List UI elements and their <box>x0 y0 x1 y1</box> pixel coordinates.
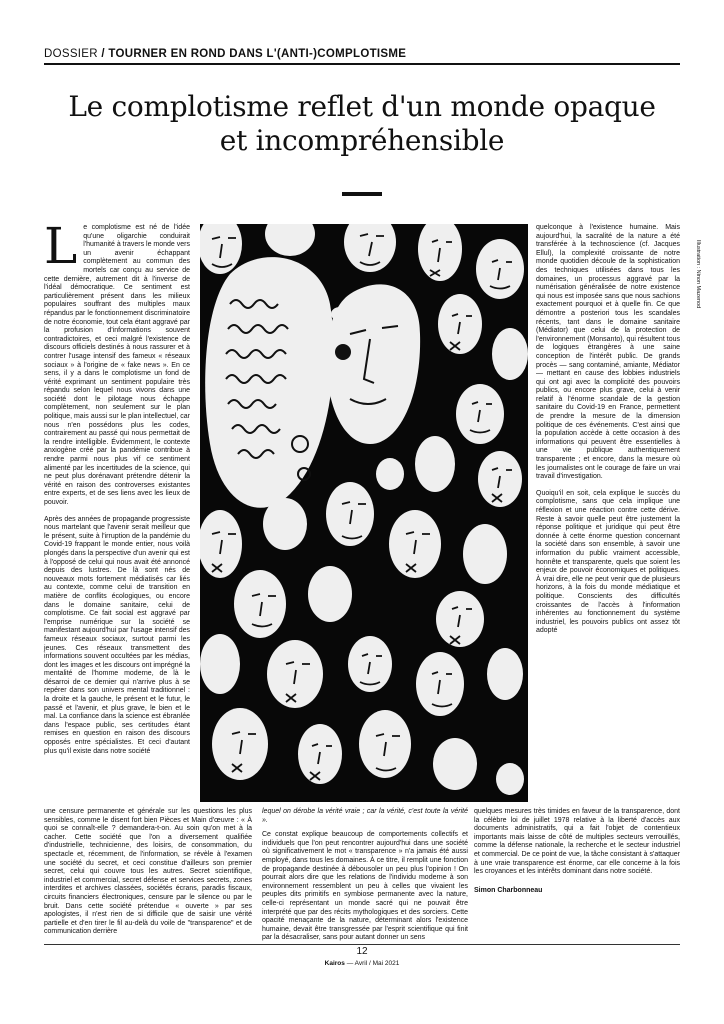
column-right <box>536 224 680 804</box>
title-dash <box>342 192 382 196</box>
col1-paragraph-2: Après des années de propagande progressiste nous martelant que l'avenir serait meilleur que le présent, suite à l'irruption de la pandémie du Covid-19 frappant le monde entier, nous voilà plongés dans la perspective d'un avenir qui est à l'opposé de celui qui nous avait été annoncé depuis des lustres. De là sont nés de nouveaux mots fortement médiatisés car liés au contexte, comme celui de transition en matière de conflits écologiques, ou encore dans le domaine sanitaire, celui de complotisme. Ce fait social est aggravé par l'emprise numérique sur la société se manifestant aujourd'hui par l'usage intensif des fameux réseaux sociaux, surtout parmi les jeunes. Ces réseaux transmettent des informations souvent occultées par les médias, dont les images et les discours ont imprégné la mentalité de l'homme moderne, de là le désarroi de ce dernier qui n'arrive plus à se repérer dans son univers mental traditionnel : la droite et la gauche, le présent et le futur, le passé et l'avenir, et plus grave, le bien et le mal. La confiance dans la science est ébranlée dans l'espace public, ses certitudes étant remises en question en raison des discours opposés entre spécialistes. Et ceci d'autant plus qu'il existe dans notre société <box>44 515 190 755</box>
faces-drawing <box>200 224 528 802</box>
magazine-name: Kairos <box>324 960 345 967</box>
illustration-credit: Illustration : Ninon Mazenod <box>695 240 701 309</box>
bottom-text-left <box>44 808 252 937</box>
b3-text: quelques mesures très timides en faveur de la transparence, dont la célèbre loi de juillet 1978 relative à la liberté d'accès aux documents administratifs, qui a fait l'objet de contentieux importants mais laisse de côté de multiples secteurs verrouillés, comme la défense nationale, la recherche et le secteur industriel et commercial. De ce point de vue, la tâche consistant à s'attaquer à une vraie transparence est énorme, car elle concerne à la fois les croyances et les intérêts dominant dans notre société. <box>474 808 681 876</box>
col3-paragraph-2: Quoiqu'il en soit, cela explique le succès du complotisme, sans que cela implique une réflexion et une réaction contre cette dérive. Reste à savoir quelle peut être justement la réponse politique et juridique qui peut être donnée à cette énorme question concernant la société dans son ensemble, à savoir une information du public vraiment accessible, honnête et transparente, quels que soient les enjeux de pouvoir économiques et politiques. À vrai dire, elle ne peut venir que de plusieurs horizons, à la fois du monde médiatique et politique. Conscients des difficultés croissantes de l'accès à l'information inhérentes au fonctionnement du système industriel, les pouvoirs publics ont assez tôt adopté <box>536 489 680 635</box>
header-rule <box>44 63 680 65</box>
dossier-header <box>44 48 680 64</box>
header-separator: / <box>97 48 109 60</box>
page-number: 12 <box>356 946 368 957</box>
section-label: DOSSIER <box>44 48 98 60</box>
b2-text: Ce constat explique beaucoup de comportements collectifs et individuels que l'on peut rencontrer aujourd'hui dans une société où significativement le mot « transparence » n'a jamais été aussi employé, dans tous les domaines. À ce titre, il remplit une fonction de propagande destinée à débousoler un peu plus l'opinion ! On pourrait alors dire que les relations de l'individu moderne à son environnement ressemblent un peu à celles que vivaient les peuples dits primitifs en symbiose permanente avec la nature, celle-ci représentant un monde sacré qui ne pouvait être interprété que par des récits mythologiques et des sorciers. Cette opacité menaçante de la nature, déterminant alors l'existence humaine, devait être transgressée par l'esprit scientifique qui finit par la désacraliser, sans pour autant donner un sens <box>262 831 468 942</box>
quote-end: lequel on dérobe la vérité vraie ; car la vérité, c'est toute la vérité ». <box>262 808 468 824</box>
issue-date: — Avril / Mai 2021 <box>344 960 400 967</box>
drop-cap: L <box>44 217 78 275</box>
footer-rule <box>44 944 680 945</box>
col3-paragraph-1: quelconque à l'existence humaine. Mais aujourd'hui, la sacralité de la nature a été transférée à la technoscience (cf. Jacques Ellul), la complexité croissante de notre monde quotidien découle de la sophistication des techniques utilisées dans tous les domaines, un processus aggravé par la numérisation généralisée de notre existence qui nous est imposée sans que nous sachions exactement pourquoi et à quelle fin. Ce que démontre a posteriori tous les scandales récents, tant dans le domaine sanitaire (Médiator) que celui de la protection de l'environnement (Monsanto), qui résultent tous de logiques étrangères à une saine conception de l'intérêt public. De grands procès — sang contaminé, amiante, Médiator — mettant en cause des lobbies industriels qui ont agi avec la complicité des pouvoirs publics, ou encore plus grave, celui à venir relatif à l'énorme scandale de la gestion sanitaire du Covid-19 en France, permettent de prendre la mesure de la dimension politique de ces événements. C'est ainsi que la population accède à cette occasion à des informations qui peuvent être essentielles à une vie publique authentiquement transparente ; et encore, dans la mesure où les journalistes ont le courage de faire un vrai travail d'investigation. <box>536 224 680 481</box>
page-footer <box>312 960 412 967</box>
illustration-faces <box>200 224 528 802</box>
column-left <box>44 217 190 804</box>
bottom-text-center <box>262 808 468 943</box>
dossier-title: TOURNER EN ROND DANS L'(ANTI-)COMPLOTISME <box>108 48 407 60</box>
col1-paragraph-1: e complotisme est né de l'idée qu'une oligarchie conduirait l'humanité à travers le monde vers un avenir échappant complètement au commun des mortels car conçu au service de cette dernière, autrement dit à l'inverse de l'idéal démocratique. Ce sentiment est particulièrement présent dans les milieux populaires souffrant des multiples maux répandus par le fonctionnement discriminatoire de notre économie, tout cela étant aggravé par la profusion d'informations souvent contradictoires, et ceci malgré l'existence de discours officiels destinés à nous rassurer et à contrer l'usage intensif des fameux « réseaux sociaux » à l'origine de « fake news ». En ce sens, il y a dans le complotisme un fond de vérité exprimant un sentiment populaire très répandu selon lequel nous vivons dans une société dont le pilotage nous échappe complètement, non seulement sur le plan politique, mais aussi sur le plan intellectuel, car nous n'en possédons plus les codes, contrairement au passé qui nous permettait de la rendre intelligible. Évidemment, le contexte anxiogène créé par la pandémie contribue à rendre parmi nous plus vif ce sentiment alimenté par les incertitudes de la science, qui ne peut plus dorénavant prétendre détenir la vérité en raison des controverses existantes entre experts, et de ses liens avec les lieux de pouvoir. <box>44 224 190 506</box>
author-signature: Simon Charbonneau <box>474 886 543 894</box>
bottom-text-right <box>474 808 680 895</box>
b1-text: une censure permanente et générale sur les questions les plus sensibles, comme le disent fort bien Pièces et Main d'œuvre : « À quoi se connaît-elle ? demandera-t-on. Au soin qu'on met à la cacher. Cette société que l'on a diversement qualifiée d'industrielle, technicienne, des loisirs, de consommation, du spectacle et, récemment, de l'information, se révèle à l'examen une société du secret, et ceci constitue d'ailleurs son premier secret, celui qui couvre tous les autres. Secret scientifique, industriel et commercial, secret défense et services secrets, zones interdites et archives classées, sociétés écrans, paradis fiscaux, circuits financiers électroniques, censure par le silence ou par le bruit. Dans cette société prétendue « ouverte » par ses apologistes, il n'est rien de si difficile que de saisir une vérité partielle et d'en tirer le fil au-delà du voile de "transparence" et de communication derrière <box>44 808 252 936</box>
article-title: Le complotisme reflet d'un monde opaque et incompréhensible <box>68 90 656 157</box>
